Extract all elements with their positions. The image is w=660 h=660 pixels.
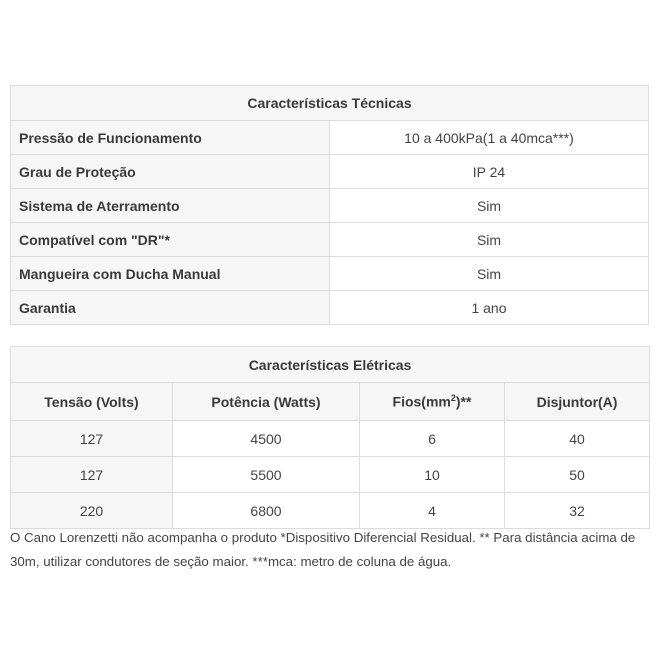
electrical-specs-title: Características Elétricas bbox=[11, 347, 650, 383]
table-row bbox=[11, 421, 650, 457]
spec-label: Pressão de Funcionamento bbox=[11, 121, 330, 155]
column-header-voltage: Tensão (Volts) bbox=[11, 383, 173, 421]
spec-value: 10 a 400kPa(1 a 40mca***) bbox=[330, 121, 649, 155]
technical-specs-table bbox=[10, 85, 649, 325]
table-header-row bbox=[11, 383, 650, 421]
wires-cell: 4 bbox=[360, 493, 505, 529]
table-row bbox=[11, 223, 649, 257]
voltage-cell: 220 bbox=[11, 493, 173, 529]
spec-value: Sim bbox=[330, 223, 649, 257]
column-header-wires bbox=[360, 383, 505, 421]
breaker-cell: 50 bbox=[505, 457, 650, 493]
wires-cell: 6 bbox=[360, 421, 505, 457]
table-row bbox=[11, 189, 649, 223]
footnote: O Cano Lorenzetti não acompanha o produto *Dispositivo Diferencial Residual. ** Para distância acima de 30m, utilizar condutores de seção maior. ***mca: metro de coluna de água. bbox=[10, 530, 636, 569]
technical-specs-title: Características Técnicas bbox=[11, 86, 649, 121]
column-header-power: Potência (Watts) bbox=[173, 383, 360, 421]
spec-value: 1 ano bbox=[330, 291, 649, 325]
spec-value: IP 24 bbox=[330, 155, 649, 189]
column-header-breaker: Disjuntor(A) bbox=[505, 383, 650, 421]
spec-value: Sim bbox=[330, 257, 649, 291]
spec-value: Sim bbox=[330, 189, 649, 223]
voltage-cell: 127 bbox=[11, 421, 173, 457]
spec-label: Compatível com "DR"* bbox=[11, 223, 330, 257]
spec-label: Sistema de Aterramento bbox=[11, 189, 330, 223]
table-row bbox=[11, 257, 649, 291]
spec-label: Mangueira com Ducha Manual bbox=[11, 257, 330, 291]
wires-header-suffix: )** bbox=[455, 393, 472, 410]
voltage-cell: 127 bbox=[11, 457, 173, 493]
table-row bbox=[11, 493, 650, 529]
wires-header-superscript: 2 bbox=[450, 393, 456, 404]
power-cell: 5500 bbox=[173, 457, 360, 493]
spec-label: Garantia bbox=[11, 291, 330, 325]
power-cell: 4500 bbox=[173, 421, 360, 457]
wires-header-prefix: Fios(mm bbox=[392, 393, 451, 410]
power-cell: 6800 bbox=[173, 493, 360, 529]
breaker-cell: 40 bbox=[505, 421, 650, 457]
table-row bbox=[11, 291, 649, 325]
breaker-cell: 32 bbox=[505, 493, 650, 529]
table-row bbox=[11, 155, 649, 189]
table-row bbox=[11, 121, 649, 155]
spec-label: Grau de Proteção bbox=[11, 155, 330, 189]
table-row bbox=[11, 457, 650, 493]
electrical-specs-table bbox=[10, 346, 650, 529]
wires-cell: 10 bbox=[360, 457, 505, 493]
